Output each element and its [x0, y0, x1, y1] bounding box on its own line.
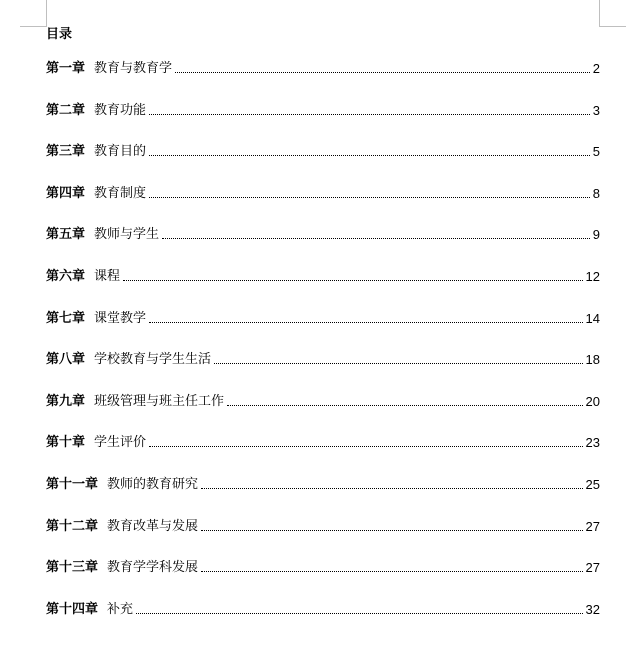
- toc-chapter-title: 班级管理与班主任工作: [94, 393, 225, 409]
- toc-chapter-number: 第四章: [46, 185, 86, 201]
- toc-chapter-title: 教师与学生: [94, 227, 160, 243]
- toc-page-number: 27: [585, 518, 600, 534]
- toc-leader-dots: [162, 226, 590, 239]
- toc-page-number: 23: [585, 435, 600, 451]
- toc-leader-dots: [175, 60, 590, 73]
- toc-leader-dots: [149, 185, 590, 198]
- toc-page-number: 9: [592, 227, 600, 243]
- toc-entry[interactable]: [46, 393, 600, 435]
- toc-chapter-number: 第一章: [46, 61, 86, 76]
- toc-leader-dots: [201, 476, 583, 489]
- toc-heading: 目录: [46, 27, 73, 42]
- toc-leader-dots: [214, 351, 583, 364]
- margin-marker-top-right: [599, 0, 626, 27]
- toc-entry[interactable]: [46, 226, 600, 268]
- toc-leader-dots: [201, 559, 583, 572]
- toc-entry[interactable]: [46, 268, 600, 310]
- toc-chapter-title: 教育目的: [94, 144, 147, 160]
- toc-chapter-title: 教育与教育学: [94, 61, 173, 76]
- toc-leader-dots: [123, 268, 583, 281]
- toc-leader-dots: [149, 434, 583, 447]
- toc-page-number: 5: [592, 144, 600, 160]
- toc-entry[interactable]: [46, 518, 600, 560]
- toc-page-number: 14: [585, 310, 600, 326]
- toc-entry[interactable]: [46, 559, 600, 601]
- toc-chapter-title: 教育学学科发展: [107, 560, 199, 576]
- toc-page-number: 2: [592, 61, 600, 76]
- toc-entry[interactable]: [46, 185, 600, 227]
- toc-chapter-title: 教育改革与发展: [107, 518, 199, 534]
- margin-marker-top-left: [20, 0, 47, 27]
- toc-chapter-title: 教育制度: [94, 185, 147, 201]
- toc-list: [46, 60, 600, 642]
- toc-page-number: 18: [585, 352, 600, 368]
- toc-chapter-number: 第十二章: [46, 518, 99, 534]
- toc-leader-dots: [149, 143, 590, 156]
- toc-chapter-number: 第六章: [46, 268, 86, 284]
- toc-chapter-title: 课堂教学: [94, 310, 147, 326]
- toc-chapter-number: 第十章: [46, 435, 86, 451]
- toc-entry[interactable]: [46, 310, 600, 352]
- toc-chapter-number: 第十一章: [46, 476, 99, 492]
- toc-entry[interactable]: [46, 434, 600, 476]
- toc-page-number: 20: [585, 393, 600, 409]
- toc-entry[interactable]: [46, 60, 600, 102]
- toc-chapter-title: 课程: [94, 268, 121, 284]
- toc-page-number: 32: [585, 601, 600, 617]
- toc-leader-dots: [201, 518, 583, 531]
- toc-chapter-number: 第十四章: [46, 601, 99, 617]
- toc-chapter-title: 补充: [107, 601, 134, 617]
- toc-entry[interactable]: [46, 351, 600, 393]
- toc-chapter-title: 学校教育与学生生活: [94, 352, 212, 368]
- toc-chapter-number: 第三章: [46, 144, 86, 160]
- toc-chapter-title: 教师的教育研究: [107, 476, 199, 492]
- toc-chapter-number: 第七章: [46, 310, 86, 326]
- toc-page-number: 27: [585, 560, 600, 576]
- toc-entry[interactable]: [46, 601, 600, 643]
- toc-chapter-number: 第五章: [46, 227, 86, 243]
- toc-entry[interactable]: [46, 143, 600, 185]
- toc-leader-dots: [227, 393, 583, 406]
- toc-page-number: 8: [592, 185, 600, 201]
- toc-chapter-title: 教育功能: [94, 102, 147, 118]
- toc-leader-dots: [149, 310, 583, 323]
- toc-entry[interactable]: [46, 476, 600, 518]
- toc-chapter-title: 学生评价: [94, 435, 147, 451]
- toc-page-number: 12: [585, 268, 600, 284]
- toc-leader-dots: [149, 102, 590, 115]
- toc-page-number: 3: [592, 102, 600, 118]
- toc-chapter-number: 第二章: [46, 102, 86, 118]
- toc-page-number: 25: [585, 476, 600, 492]
- toc-chapter-number: 第八章: [46, 352, 86, 368]
- toc-entry[interactable]: [46, 102, 600, 144]
- toc-chapter-number: 第九章: [46, 393, 86, 409]
- toc-leader-dots: [136, 601, 583, 614]
- toc-chapter-number: 第十三章: [46, 560, 99, 576]
